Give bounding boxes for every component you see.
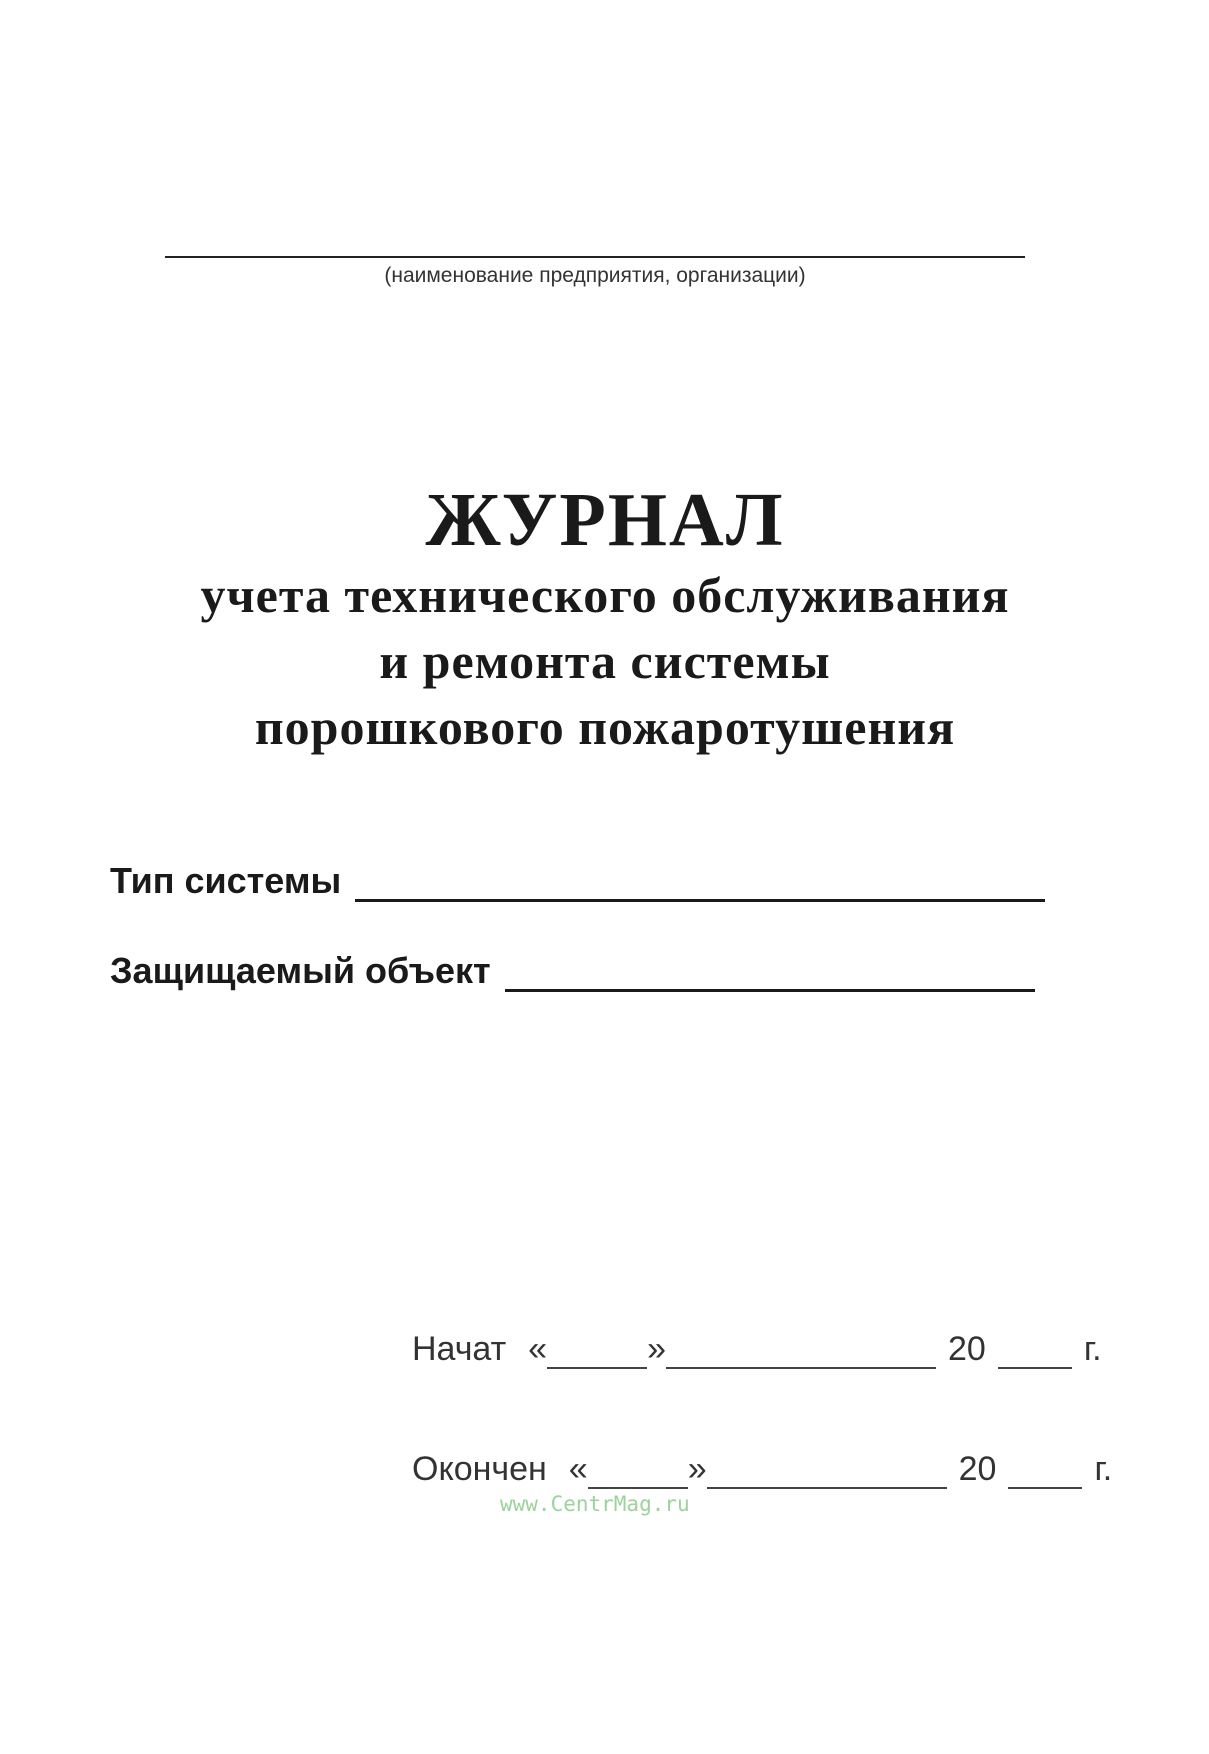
ended-close-quote: »	[687, 1450, 707, 1488]
started-date-row	[412, 1330, 1102, 1369]
title-block	[60, 478, 1150, 760]
ended-month-blank[interactable]	[707, 1461, 947, 1489]
title-main: ЖУРНАЛ	[425, 478, 785, 562]
started-label: Начат	[412, 1330, 507, 1368]
protected-object-label: Защищаемый объект	[110, 950, 491, 991]
started-day-blank[interactable]	[547, 1341, 647, 1369]
started-year-prefix: 20	[948, 1330, 986, 1368]
started-month-blank[interactable]	[666, 1341, 936, 1369]
ended-year-suffix: г.	[1094, 1450, 1113, 1488]
started-open-quote: «	[528, 1330, 548, 1368]
system-type-label: Тип системы	[110, 860, 342, 901]
ended-label: Окончен	[412, 1450, 547, 1488]
watermark-text: www.CentrMag.ru	[500, 1492, 690, 1516]
started-year-suffix: г.	[1083, 1330, 1102, 1368]
title-line-1: учета технического обслуживания	[200, 567, 1010, 623]
title-line-2: и ремонта системы	[379, 633, 831, 689]
protected-object-blank[interactable]	[505, 959, 1035, 992]
ended-date-row	[412, 1450, 1112, 1489]
ended-year-blank[interactable]	[1008, 1461, 1082, 1489]
title-line-3: порошкового пожаротушения	[254, 699, 956, 755]
system-type-blank[interactable]	[355, 869, 1045, 902]
ended-day-blank[interactable]	[588, 1461, 688, 1489]
system-type-row	[110, 860, 1045, 902]
organization-caption: (наименование предприятия, организации)	[384, 264, 806, 287]
ended-open-quote: «	[568, 1450, 588, 1488]
started-year-blank[interactable]	[998, 1341, 1072, 1369]
organization-name-line	[165, 256, 1025, 258]
ended-year-prefix: 20	[958, 1450, 997, 1488]
started-close-quote: »	[647, 1330, 667, 1368]
protected-object-row	[110, 950, 1035, 992]
